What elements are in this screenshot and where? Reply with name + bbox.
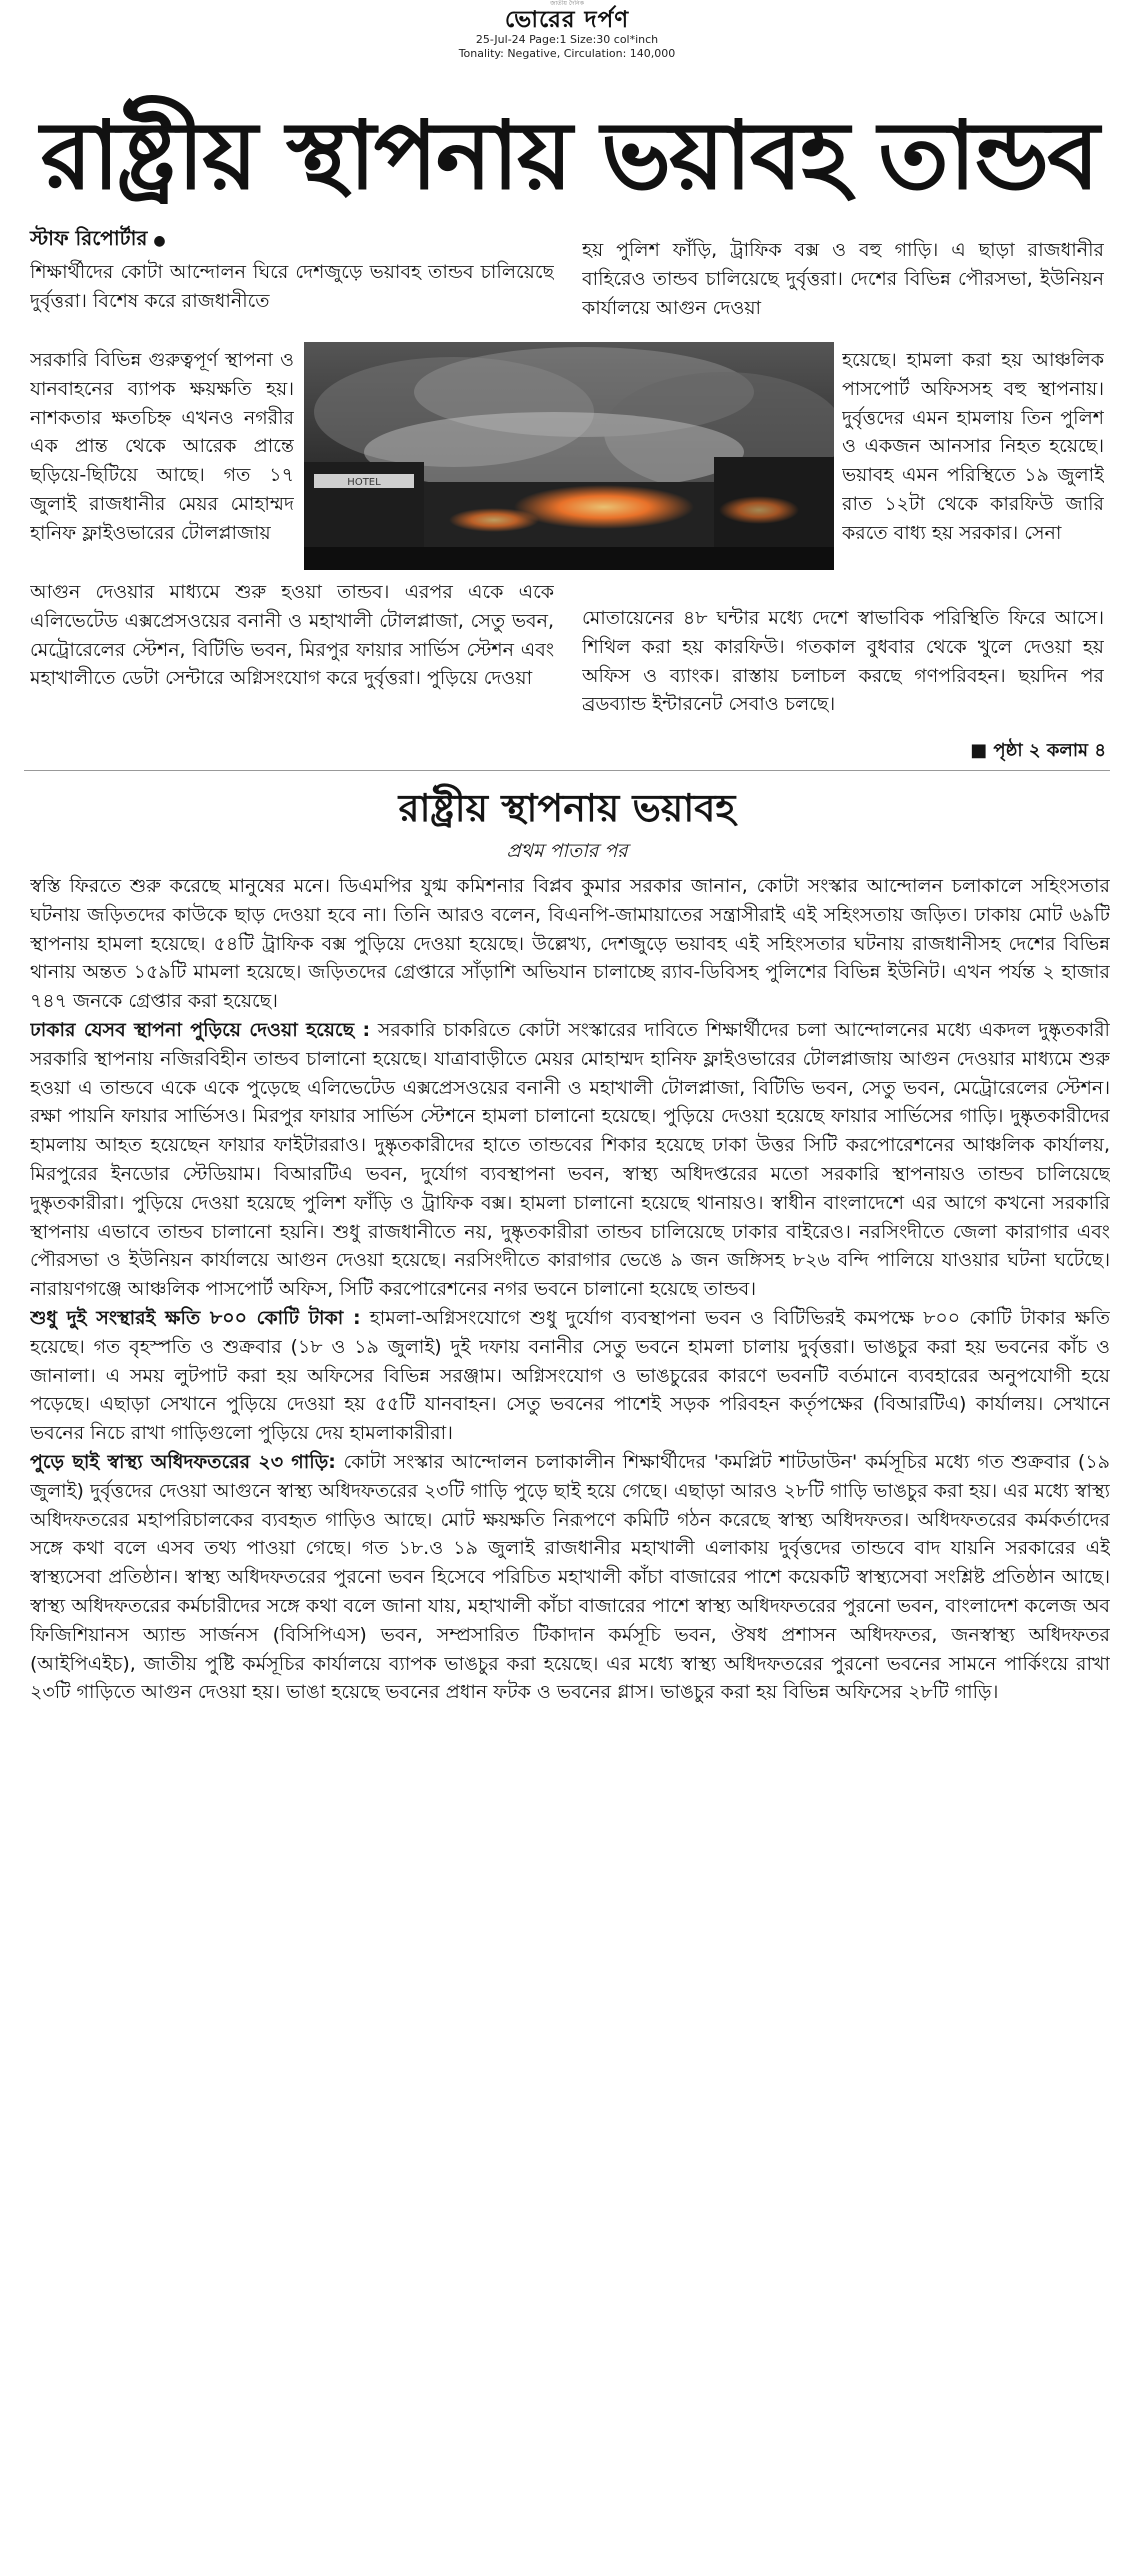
article-para-top: শিক্ষার্থীদের কোটা আন্দোলন ঘিরে দেশজুড়ে ভয়াবহ তান্ডব চালিয়েছে দুর্বৃত্তরা। বিশেষ করে রাজধানীতে [30, 261, 554, 312]
news-photo-fire [304, 342, 834, 570]
continuation-headline: রাষ্ট্রীয় স্থাপনায় ভয়াবহ [398, 786, 736, 830]
masthead-kicker: জাতীয় দৈনিক [550, 0, 584, 7]
bullet-icon: ● [153, 233, 166, 249]
article-para-left-bottom: আগুন দেওয়ার মাধ্যমে শুরু হওয়া তান্ডব। এরপর একে একে এলিভেটেড এক্সপ্রেসওয়ের বনানী ও মহাখালী টোলপ্লাজা, সেতু ভবন, মেট্রোরেলের স্টেশন, বিটিভি ভবন, মিরপুর ফায়ার সার্ভিস স্টেশন এবং মহাখালীতে ডেটা সেন্টারে অগ্নিসংযোগ করে দুর্বৃত্তরা। পুড়িয়ে দেওয়া [30, 581, 554, 690]
newspaper-logo: ভোরের দর্পণ [504, 7, 630, 33]
article-para-right-mid: হয়েছে। হামলা করা হয় আঞ্চলিক পাসপোর্ট অফিসসহ বহু স্থাপনায়। দুর্বৃত্তদের এমন হামলায় তিন পুলিশ ও একজন আনসার নিহত হয়েছে। ভয়াবহ এমন পরিস্থিতে ১৯ জুলাই রাত ১২টা থেকে কারফিউ জারি করতে বাধ্য হয় সরকার। সেনা [842, 349, 1104, 544]
continuation-para-3: শুধু দুই সংস্থারই ক্ষতি ৮০০ কোটি টাকা : হামলা-অগ্নিসংযোগে শুধু দুর্যোগ ব্যবস্থাপনা ভবন ও বিটিভিরই কমপক্ষে ৮০০ কোটি টাকার ক্ষতি হয়েছে। গত বৃহস্পতি ও শুক্রবার (১৮ ও ১৯ জুলাই) দুই দফায় বনানীর সেতু ভবনে হামলা চালায় দুর্বৃত্তরা। ভাঙচুর করা হয় ভবনের কাঁচ ও জানালা। এ সময় লুটপাট করা হয় অফিসের বিভিন্ন সরঞ্জাম। অগ্নিসংযোগ ও ভাঙচুরের কারণে ভবনটি বর্তমানে ব্যবহারের অনুপযোগী হয়ে পড়েছে। এছাড়া সেখানে পুড়িয়ে দেওয়া হয় ৫৫টি যানবাহন। সেতু ভবনের পাশেই সড়ক পরিবহন কর্তৃপক্ষের (বিআরটিএ) কার্যালয়। সেখানে ভবনের নিচে রাখা গাড়িগুলো পুড়িয়ে দেয় হামলাকারীরা। [30, 1306, 1110, 1445]
fire-scene-image [304, 342, 834, 570]
continuation-para-4: পুড়ে ছাই স্বাস্থ্য অধিদফতরের ২৩ গাড়ি: কোটা সংস্কার আন্দোলন চলাকালীন শিক্ষার্থীদের 'কমপ্লিট শাটডাউন' কর্মসূচির মধ্যে গত শুক্রবার (১৯ জুলাই) দুর্বৃত্তদের দেওয়া আগুনে স্বাস্থ্য অধিদফতরের ২৩টি গাড়ি পুড়ে ছাই হয়ে গেছে। এছাড়া আরও ২৮টি গাড়ি ভাঙচুর করা হয়। এর মধ্যে স্বাস্থ্য অধিদফতরের মহাপরিচালকের ব্যবহৃত গাড়িও আছে। মোট ক্ষয়ক্ষতি নিরূপণে কমিটি গঠন করেছে স্বাস্থ্য অধিদফতর। অধিদফতরের কর্মকর্তাদের সঙ্গে কথা বলে এসব তথ্য পাওয়া গেছে। গত ১৮.ও ১৯ জুলাই রাজধানীর মহাখালী এলাকায় দুর্বৃত্তদের তান্ডবে বাদ যায়নি সরকারের এই স্বাস্থ্যসেবা প্রতিষ্ঠান। স্বাস্থ্য অধিদফতরের পুরনো ভবন হিসেবে পরিচিত মহাখালী কাঁচা বাজারের পাশে কয়েকটি স্বাস্থ্যসেবা সংশ্লিষ্ট প্রতিষ্ঠান আছে। স্বাস্থ্য অধিদফতরের কর্মচারীদের সঙ্গে কথা বলে জানা যায়, মহাখালী কাঁচা বাজারের পাশে স্বাস্থ্য অধিদফতরের পুরনো ভবন, বাংলাদেশ কলেজ অব ফিজিশিয়ানস অ্যান্ড সার্জনস (বিসিপিএস) ভবন, সম্প্রসারিত টিকাদান কর্মসূচি ভবন, ঔষধ প্রশাসন অধিদফতর, জনস্বাস্থ্য অধিদফতর (আইপিএইচ), জাতীয় পুষ্টি কর্মসূচির কার্যালয়ে ব্যাপক ভাঙচুর করা হয়েছে। এর মধ্যে স্বাস্থ্য অধিদফতরের পুরনো ভবনের সামনে পার্কিংয়ে রাখা ২৩টি গাড়িতে আগুন দেওয়া হয়। ভাঙা হয়েছে ভবনের প্রধান ফটক ও ভবনের গ্লাস। ভাঙচুর করা হয় বিভিন্ন অফিসের ২৮টি গাড়ি। [30, 1450, 1110, 1704]
subhead-health-vehicles: পুড়ে ছাই স্বাস্থ্য অধিদফতরের ২৩ গাড়ি: [30, 1450, 336, 1473]
article-para-left: সরকারি বিভিন্ন গুরুত্বপূর্ণ স্থাপনা ও যানবাহনের ব্যাপক ক্ষয়ক্ষতি হয়। নাশকতার ক্ষতচিহ্ন এখনও নগরীর এক প্রান্ত থেকে আরেক প্রান্তে ছড়িয়ে-ছিটিয়ে আছে। গত ১৭ জুলাই রাজধানীর মেয়র মোহাম্মদ হানিফ ফ্লাইওভারের টোলপ্লাজায় [30, 349, 294, 544]
subhead-burned-structures: ঢাকার যেসব স্থাপনা পুড়িয়ে দেওয়া হয়েছে : [30, 1018, 371, 1041]
byline [30, 224, 166, 255]
main-headline: রাষ্ট্রীয় স্থাপনায় ভয়াবহ তান্ডব [40, 102, 1098, 211]
continuation-para-1: স্বস্তি ফিরতে শুরু করেছে মানুষের মনে। ডিএমপির যুগ্ম কমিশনার বিপ্লব কুমার সরকার জানান, কোটা সংস্কার আন্দোলন চলাকালে সহিংসতার ঘটনায় জড়িতদের কাউকে ছাড় দেওয়া হবে না। তিনি আরও বলেন, বিএনপি-জামায়াতের সন্ত্রাসীরাই এই সহিংসতায় জড়িত। ঢাকায় মোট ৬৯টি স্থাপনায় হামলা হয়েছে। ৫৪টি ট্রাফিক বক্স পুড়িয়ে দেওয়া হয়েছে। উল্লেখ্য, দেশজুড়ে ভয়াবহ এই সহিংসতার ঘটনায় রাজধানীসহ দেশের বিভিন্ন থানায় অন্তত ১৫৯টি মামলা হয়েছে। জড়িতদের গ্রেপ্তারে সাঁড়াশি অভিযান চালাচ্ছে র‍্যাব-ডিবিসহ পুলিশের বিভিন্ন ইউনিট। এখন পর্যন্ত ২ হাজার ৭৪৭ জনকে গ্রেপ্তার করা হয়েছে। [30, 875, 1110, 1013]
masthead [0, 0, 1134, 64]
continuation-kicker: প্রথম পাতার পর [506, 840, 628, 862]
shop-sign-text: HOTEL [347, 477, 381, 488]
continuation-para-2: ঢাকার যেসব স্থাপনা পুড়িয়ে দেওয়া হয়েছে : সরকারি চাকরিতে কোটা সংস্কারের দাবিতে শিক্ষার্থীদের চলা আন্দোলনের মধ্যে একদল দুষ্কৃতকারী সরকারি স্থাপনায় নজিরবিহীন তান্ডব চালানো হয়েছে। যাত্রাবাড়ীতে মেয়র মোহাম্মদ হানিফ ফ্লাইওভারের টোলপ্লাজায় আগুন দেওয়ার মাধ্যমে শুরু হওয়া এ তান্ডবে একে একে পুড়েছে এলিভেটেড এক্সপ্রেসওয়ের বনানী ও মহাখালী টোলপ্লাজা, বিটিভি ভবন, সেতু ভবন, মেট্রোরেলের স্টেশন। রক্ষা পায়নি ফায়ার সার্ভিসও। মিরপুর ফায়ার সার্ভিস স্টেশনে হামলা চালানো হয়েছে। পুড়িয়ে দেওয়া হয়েছে ফায়ার সার্ভিসের গাড়ি। দুষ্কৃতকারীদের হামলায় আহত হয়েছেন ফায়ার ফাইটাররাও। দুষ্কৃতকারীদের হাতে তান্ডবের শিকার হয়েছে ঢাকা উত্তর সিটি করপোরেশনের আঞ্চলিক কার্যালয়, মিরপুরের ইনডোর স্টেডিয়াম। বিআরটিএ ভবন, দুর্যোগ ব্যবস্থাপনা ভবন, স্বাস্থ্য অধিদপ্তরের মতো সরকারি স্থাপনায়ও তান্ডব চালিয়েছে দুষ্কৃতকারীরা। পুড়িয়ে দেওয়া হয়েছে পুলিশ ফাঁড়ি ও ট্রাফিক বক্স। হামলা চালানো হয়েছে থানায়ও। স্বাধীন বাংলাদেশে এর আগে কখনো সরকারি স্থাপনায় এভাবে তান্ডব চালানো হয়নি। শুধু রাজধানীতে নয়, দুষ্কৃতকারীরা তান্ডব চালিয়েছে ঢাকার বাইরেও। নরসিংদীতে জেলা কারাগার এবং পৌরসভা ও ইউনিয়ন কার্যালয়ে আগুন দেওয়া হয়েছে। নরসিংদীতে কারাগার ভেঙে ৯ জন জঙ্গিসহ ৮২৬ বন্দি পালিয়ে যাওয়ার ঘটনা ঘটেছে। নারায়ণগঞ্জে আঞ্চলিক পাসপোর্ট অফিস, সিটি করপোরেশনের নগর ভবনে চালানো হয়েছে তান্ডব। [30, 1018, 1110, 1301]
continuation-body [30, 872, 1110, 2540]
article-para-right-bottom: মোতায়েনের ৪৮ ঘন্টার মধ্যে দেশে স্বাভাবিক পরিস্থিতি ফিরে আসে। শিথিল করা হয় কারফিউ। গতকাল বুধবার থেকে খুলে দেওয়া হয় অফিস ও ব্যাংক। রাস্তায় চলাচল করছে গণপরিবহন। ছয়দিন পর ব্রডব্যান্ড ইন্টারনেট সেবাও চলছে। [582, 607, 1104, 716]
byline-text: স্টাফ রিপোর্টার [30, 226, 148, 250]
article-para-right-top: হয় পুলিশ ফাঁড়ি, ট্রাফিক বক্স ও বহু গাড়ি। এ ছাড়া রাজধানীর বাহিরেও তান্ডব চালিয়েছে দুর্বৃত্তরা। দেশের বিভিন্ন পৌরসভা, ইউনিয়ন কার্যালয়ে আগুন দেওয়া [582, 239, 1104, 319]
clipping-meta-tonality: Tonality: Negative, Circulation: 140,000 [458, 47, 676, 60]
continued-jump-line: ■ পৃষ্ঠা ২ কলাম ৪ [970, 740, 1106, 761]
section-divider [24, 770, 1110, 771]
clipping-meta-date: 25-Jul-24 Page:1 Size:30 col*inch [475, 33, 659, 46]
subhead-800-crore-loss: শুধু দুই সংস্থারই ক্ষতি ৮০০ কোটি টাকা : [30, 1306, 361, 1329]
